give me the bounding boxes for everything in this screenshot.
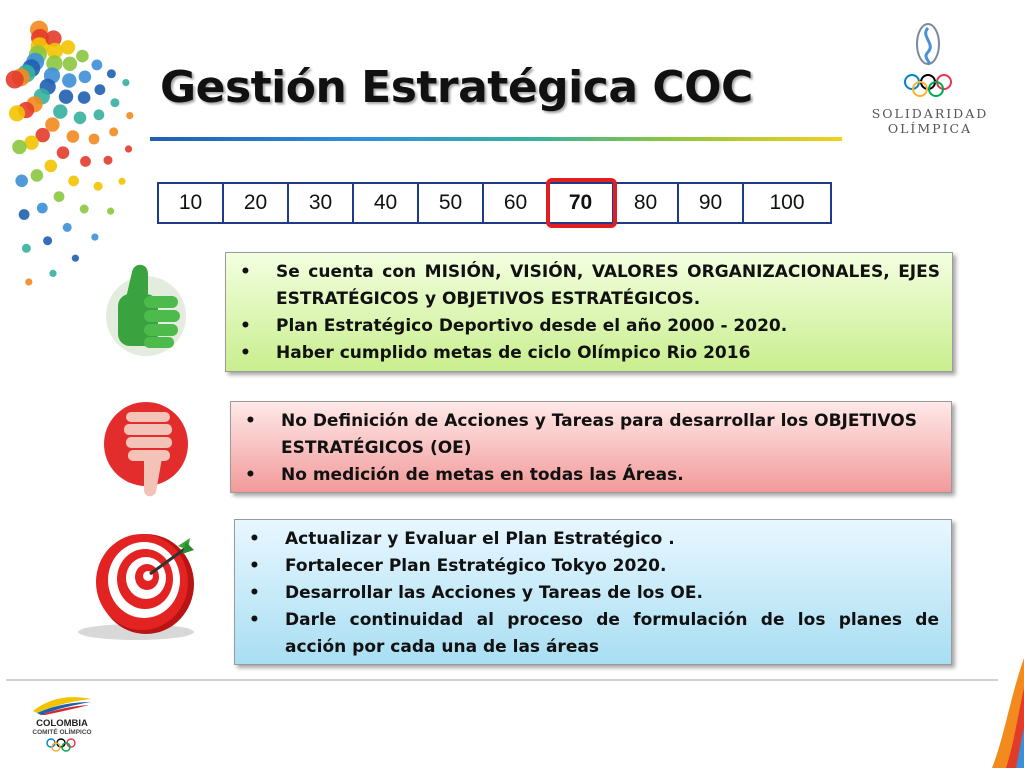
decorative-dot (126, 112, 133, 119)
decorative-dot (109, 127, 118, 136)
decorative-dot (61, 40, 75, 54)
decorative-dot (107, 69, 116, 78)
decorative-dot (72, 255, 79, 262)
rating-scale (157, 182, 832, 224)
strengths-item: • Se cuenta con MISIÓN, VISIÓN, VALORES ORGANIZACIONALES, EJES ESTRATÉGICOS y OBJETIVOS ESTRATÉGICOS. (228, 259, 940, 313)
footer-logo-name: COLOMBIA (36, 718, 88, 729)
scale-cell: 50 (419, 184, 484, 222)
decorative-dot (92, 60, 103, 71)
decorative-dot (12, 140, 26, 154)
decorative-dot (15, 175, 28, 188)
weaknesses-item: • No medición de metas en todas las Áreas. (233, 462, 939, 489)
decorative-corner (964, 658, 1024, 768)
decorative-dot (31, 169, 44, 182)
decorative-dot (104, 156, 113, 165)
decorative-dot (91, 234, 98, 241)
decorative-dot (19, 209, 30, 220)
colombia-flag-swoosh-icon (27, 693, 97, 715)
decorative-dot (94, 182, 103, 191)
scale-cell-selected: 70 (549, 181, 614, 225)
decorative-dot (63, 223, 72, 232)
decorative-dot (54, 191, 65, 202)
scale-cell: 10 (159, 184, 224, 222)
decorative-dot (110, 98, 119, 107)
colombia-comite-olimpico-logo (22, 693, 102, 757)
footer-divider (6, 679, 998, 681)
scale-cell: 90 (679, 184, 744, 222)
decorative-dot (125, 145, 132, 152)
solidaridad-emblem-icon (862, 22, 998, 102)
decorative-dot (78, 91, 91, 104)
solidaridad-olimpica-logo (862, 22, 998, 148)
decorative-dot (118, 178, 125, 185)
scale-cell: 80 (614, 184, 679, 222)
decorative-dot (80, 156, 91, 167)
decorative-dot (107, 208, 114, 215)
decorative-dot (6, 71, 24, 89)
decorative-dot (49, 270, 56, 277)
scale-cell: 60 (484, 184, 549, 222)
page-title: Gestión Estratégica COC (160, 62, 753, 113)
strengths-item: • Plan Estratégico Deportivo desde el año 2000 - 2020. (228, 313, 940, 340)
title-underline (150, 137, 842, 141)
actions-item: • Fortalecer Plan Estratégico Tokyo 2020. (237, 553, 939, 580)
decorative-dot (68, 176, 79, 187)
actions-item: • Darle continuidad al proceso de formulación de los planes de acción por cada una de las áreas (237, 607, 939, 661)
decorative-dot (22, 244, 31, 253)
target-icon (74, 520, 200, 642)
decorative-dot (122, 79, 129, 86)
decorative-dot (80, 205, 89, 214)
decorative-dot (59, 90, 73, 104)
thumbs-down-icon (104, 398, 190, 498)
logo-text-line2: OLÍMPICA (887, 121, 973, 136)
weaknesses-box (230, 401, 952, 493)
decorative-dot (45, 160, 58, 173)
strengths-item: • Haber cumplido metas de ciclo Olímpico Rio 2016 (228, 340, 940, 367)
weaknesses-item: • No Definición de Acciones y Tareas para desarrollar los OBJETIVOS ESTRATÉGICOS (OE) (233, 408, 939, 462)
weaknesses-list (233, 408, 939, 489)
decorative-dot (43, 236, 52, 245)
footer-logo-sub: COMITÉ OLÍMPICO (32, 729, 92, 736)
logo-text-line1: SOLIDARIDAD (871, 106, 989, 121)
decorative-dot (25, 278, 32, 285)
actions-list (237, 526, 939, 661)
decorative-dots (0, 0, 180, 300)
decorative-dot (76, 50, 89, 63)
actions-item: • Actualizar y Evaluar el Plan Estratégico . (237, 526, 939, 553)
scale-cell: 30 (289, 184, 354, 222)
scale-cell: 20 (224, 184, 289, 222)
decorative-dot (95, 84, 106, 95)
decorative-dot (37, 203, 48, 214)
olympic-rings-icon (44, 738, 80, 752)
decorative-dot (62, 73, 76, 87)
scale-cell: 40 (354, 184, 419, 222)
decorative-dot (79, 71, 92, 84)
decorative-dot (74, 112, 87, 125)
decorative-dot (63, 57, 77, 71)
decorative-dot (53, 104, 67, 118)
decorative-dot (57, 146, 70, 159)
decorative-dot (94, 109, 105, 120)
strengths-box (225, 252, 953, 372)
decorative-dot (89, 134, 100, 145)
strengths-list (228, 259, 940, 367)
scale-cell: 100 (769, 191, 805, 214)
actions-item: • Desarrollar las Acciones y Tareas de los OE. (237, 580, 939, 607)
decorative-dot (9, 105, 25, 121)
actions-box (234, 519, 952, 665)
decorative-dot (67, 130, 80, 143)
thumbs-up-icon (104, 258, 188, 360)
